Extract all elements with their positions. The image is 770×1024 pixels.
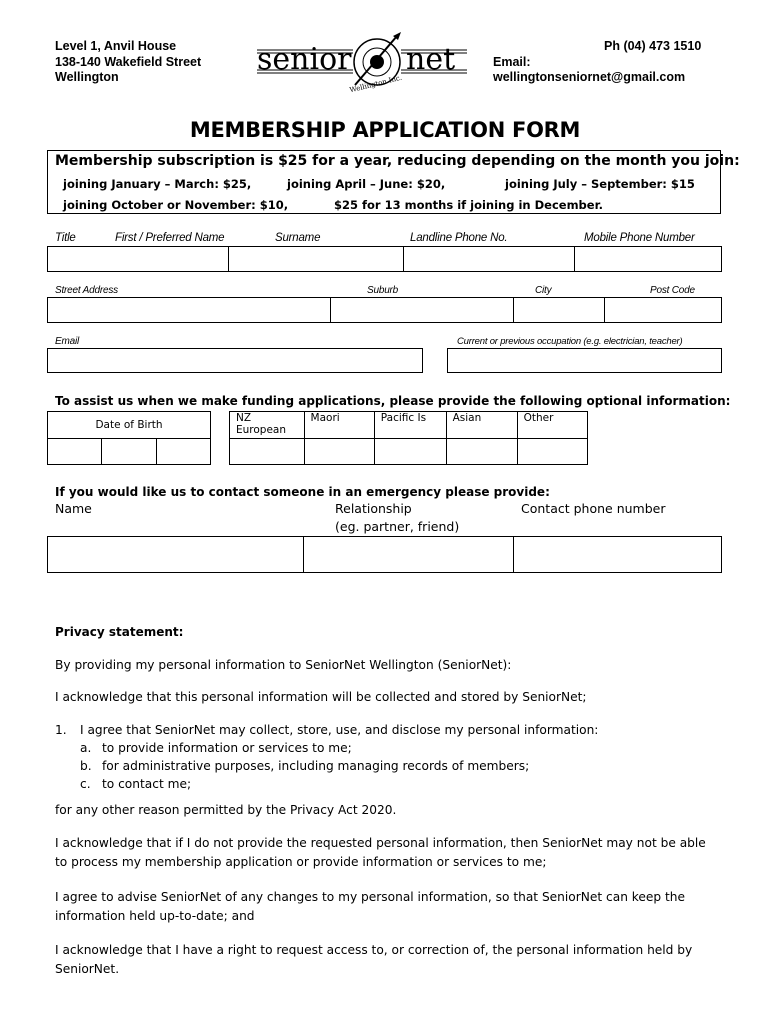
privacy-sub-c: to contact me; [102,777,192,791]
eth-asian: Asian [446,412,517,439]
privacy-p4: I acknowledge that if I do not provide the requested personal information, then SeniorNet may not be able to process my membership application or provide information or services to me; [55,836,706,869]
suburb-label: Suburb [367,285,399,296]
landline-label: Landline Phone No. [410,232,508,244]
subscription-box [47,150,740,214]
name-field[interactable] [228,246,404,272]
title-field[interactable] [47,246,229,272]
privacy-sub-c-letter: c. [80,777,91,791]
first-name-label: First / Preferred Name [115,232,225,244]
emergency-name-field[interactable] [47,536,304,573]
eth-nz-european-checkbox[interactable] [230,439,305,465]
occupation-field[interactable] [447,348,722,373]
emergency-relationship-hint: (eg. partner, friend) [335,519,460,534]
email-field[interactable] [47,348,423,373]
eth-other: Other [517,412,587,439]
eth-nz-european: NZ European [230,412,305,439]
emergency-heading: If you would like us to contact someone in an emergency please provide: [55,485,550,499]
privacy-sub-b-letter: b. [80,759,92,773]
city-label: City [535,285,552,296]
eth-pacific-checkbox[interactable] [374,439,446,465]
logo-word-net: net [406,42,456,77]
mobile-label: Mobile Phone Number [584,232,695,244]
rate-oct-nov: joining October or November: $10, [63,198,289,212]
privacy-item1-number: 1. [55,723,67,737]
title-label: Title [55,232,76,244]
email-label: Email [55,336,80,347]
eth-maori-checkbox[interactable] [304,439,374,465]
postcode-field[interactable] [604,297,722,323]
address-line-1: Level 1, Anvil House [55,39,177,53]
address-line-2: 138-140 Wakefield Street [55,54,202,69]
form-title: MEMBERSHIP APPLICATION FORM [189,118,581,142]
privacy-p6: I acknowledge that I have a right to request access to, or correction of, the personal information held by SeniorNet. [55,943,693,976]
mobile-field[interactable] [574,246,722,272]
club-phone: Ph (04) 473 1510 [604,39,702,53]
privacy-sub-a: to provide information or services to me; [102,741,352,755]
occupation-label: Current or previous occupation (e.g. electrician, teacher) [457,336,683,347]
ethnicity-table [229,411,588,465]
suburb-field[interactable] [330,297,514,323]
subscription-heading: Membership subscription is $25 for a year, reducing depending on the month you join: [55,153,740,169]
rate-jul-sep: joining July – September: $15 [505,177,695,191]
seniornet-logo [255,30,470,96]
dob-table [47,411,211,465]
city-field[interactable] [513,297,605,323]
eth-other-checkbox[interactable] [517,439,587,465]
dob-header: Date of Birth [48,412,211,439]
emergency-relationship-field[interactable] [303,536,514,573]
funding-heading: To assist us when we make funding applications, please provide the following optional information: [55,394,731,408]
eth-asian-checkbox[interactable] [446,439,517,465]
email-label: Email: [493,55,531,69]
emergency-name-label: Name [55,501,92,516]
rate-dec: $25 for 13 months if joining in December. [334,198,603,212]
privacy-p2: I acknowledge that this personal information will be collected and stored by SeniorNet; [55,690,587,704]
dob-month-field[interactable] [102,439,156,465]
street-field[interactable] [47,297,331,323]
eth-pacific: Pacific Is [374,412,446,439]
dob-year-field[interactable] [156,439,210,465]
privacy-sub-b: for administrative purposes, including managing records of members; [102,759,530,773]
club-email: wellingtonseniornet@gmail.com [493,70,686,84]
address-line-3: Wellington [55,70,119,84]
landline-field[interactable] [403,246,575,272]
club-address [55,39,201,86]
privacy-p1: By providing my personal information to SeniorNet Wellington (SeniorNet): [55,658,512,672]
emergency-relationship-label: Relationship [335,501,412,516]
logo-tagline: Wellington Inc. [348,73,403,95]
street-label: Street Address [55,285,118,296]
surname-label: Surname [275,232,321,244]
postcode-label: Post Code [650,285,695,296]
logo-word-senior: senior [257,42,352,77]
dob-day-field[interactable] [48,439,102,465]
emergency-phone-label: Contact phone number [521,501,666,516]
privacy-p5: I agree to advise SeniorNet of any changes to my personal information, so that SeniorNet can keep the information held up-to-date; and [55,890,686,923]
privacy-item1: I agree that SeniorNet may collect, store, use, and disclose my personal information: [80,723,599,737]
emergency-phone-field[interactable] [513,536,722,573]
rate-apr-jun: joining April – June: $20, [287,177,446,191]
privacy-p3: for any other reason permitted by the Privacy Act 2020. [55,803,397,817]
privacy-heading: Privacy statement: [55,625,184,639]
privacy-sub-a-letter: a. [80,741,92,755]
rate-jan-mar: joining January – March: $25, [63,177,252,191]
eth-maori: Maori [304,412,374,439]
